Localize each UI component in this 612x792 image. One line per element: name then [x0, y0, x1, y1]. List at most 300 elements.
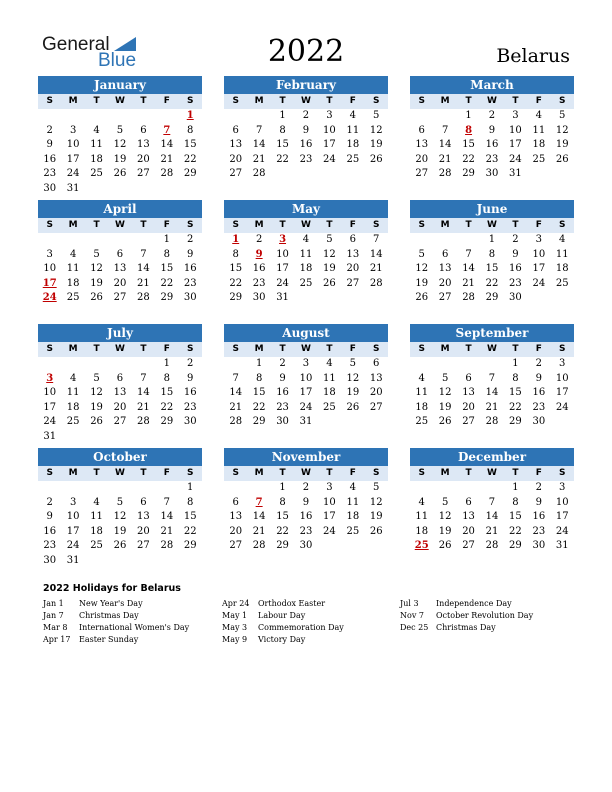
holiday-day-cell: 9 — [255, 248, 263, 260]
holiday-item — [43, 634, 189, 646]
day-cell: 7 — [488, 372, 496, 384]
day-cell: 16 — [509, 263, 522, 275]
day-cell: 24 — [276, 277, 289, 289]
weekday-label: F — [163, 468, 170, 478]
day-cell: 27 — [137, 540, 150, 552]
day-cell: 31 — [555, 540, 569, 552]
holidays-title: 2022 Holidays for Belarus — [43, 583, 181, 594]
day-cell: 22 — [183, 153, 197, 165]
day-cell: 11 — [323, 372, 336, 384]
week-row — [38, 182, 202, 197]
day-cell: 24 — [555, 525, 569, 537]
day-cell: 2 — [535, 482, 542, 493]
day-cell: 2 — [512, 234, 519, 245]
week-row — [38, 372, 202, 387]
day-cell — [341, 539, 364, 554]
week-row — [38, 291, 202, 306]
day-cell: 19 — [90, 277, 103, 289]
day-cell: 15 — [509, 511, 522, 523]
week-row — [224, 525, 388, 540]
day-cell: 11 — [90, 139, 103, 151]
day-cell: 18 — [346, 139, 360, 151]
day-cell: 15 — [183, 511, 197, 523]
day-cell: 11 — [346, 124, 360, 136]
weekday-label: W — [115, 96, 125, 106]
holiday-item — [43, 598, 189, 610]
month-february — [224, 76, 388, 182]
weekday-label: M — [440, 220, 450, 230]
weekday-label: T — [512, 96, 519, 106]
day-cell: 23 — [183, 401, 197, 413]
day-cell: 28 — [462, 292, 475, 304]
day-cell: 22 — [252, 401, 266, 413]
day-cell: 11 — [415, 387, 429, 399]
weekday-label: T — [326, 344, 333, 354]
weekday-label: W — [487, 96, 497, 106]
day-cell: 21 — [252, 153, 266, 165]
day-cell: 13 — [229, 139, 243, 151]
weekday-label: T — [512, 220, 519, 230]
day-cell: 11 — [66, 263, 80, 275]
day-cell: 4 — [535, 110, 542, 121]
week-row — [38, 262, 202, 277]
day-cell: 12 — [438, 387, 452, 399]
day-cell: 31 — [509, 168, 522, 180]
day-cell: 23 — [532, 525, 546, 537]
day-cell: 8 — [163, 248, 170, 260]
day-cell: 10 — [43, 263, 57, 275]
day-cell: 17 — [532, 263, 546, 275]
day-cell: 30 — [183, 292, 197, 304]
weekday-header — [410, 466, 574, 481]
day-cell — [85, 357, 108, 372]
day-cell: 20 — [229, 525, 243, 537]
week-row — [410, 496, 574, 511]
day-cell: 1 — [488, 234, 496, 245]
weekday-label: T — [93, 344, 100, 354]
weekday-label: S — [418, 96, 425, 106]
day-cell: 11 — [415, 511, 429, 523]
day-cell: 17 — [555, 387, 569, 399]
day-cell: 19 — [113, 153, 127, 165]
day-cell: 1 — [255, 358, 263, 369]
day-cell: 9 — [535, 372, 542, 384]
day-cell: 9 — [187, 372, 194, 384]
day-cell — [365, 167, 388, 182]
day-cell: 25 — [346, 525, 360, 537]
day-cell: 10 — [43, 387, 57, 399]
day-cell: 28 — [160, 168, 174, 180]
day-cell: 12 — [415, 263, 429, 275]
day-cell: 22 — [276, 153, 289, 165]
day-cell — [365, 415, 388, 430]
day-cell — [85, 430, 108, 445]
day-cell — [318, 415, 341, 430]
week-row — [410, 262, 574, 277]
holiday-day-cell: 7 — [255, 496, 263, 508]
holiday-name: New Year's Day — [79, 599, 143, 608]
day-cell — [247, 109, 270, 124]
day-cell: 2 — [187, 358, 194, 369]
day-cell: 6 — [116, 248, 124, 260]
day-cell: 4 — [349, 110, 356, 121]
month-title: June — [410, 200, 574, 218]
week-row — [224, 291, 388, 306]
day-cell: 12 — [369, 496, 383, 508]
day-cell: 15 — [183, 139, 197, 151]
day-cell: 6 — [140, 496, 147, 508]
day-cell: 25 — [66, 416, 80, 428]
day-cell: 26 — [438, 416, 452, 428]
day-cell: 21 — [438, 153, 452, 165]
day-cell: 12 — [438, 511, 452, 523]
weekday-label: T — [465, 344, 472, 354]
weekday-label: W — [301, 468, 311, 478]
day-cell — [179, 430, 202, 445]
weekday-label: S — [559, 344, 566, 354]
day-cell: 28 — [137, 416, 150, 428]
day-cell: 22 — [160, 277, 174, 289]
week-row — [410, 481, 574, 496]
day-cell: 1 — [465, 110, 472, 121]
day-cell: 17 — [323, 511, 336, 523]
day-cell: 19 — [369, 511, 383, 523]
month-title: February — [224, 76, 388, 94]
day-cell: 14 — [160, 511, 174, 523]
day-cell — [132, 481, 155, 496]
week-row — [224, 510, 388, 525]
week-row — [38, 248, 202, 263]
day-cell: 3 — [559, 358, 566, 369]
day-cell: 28 — [137, 292, 150, 304]
day-cell: 13 — [137, 511, 150, 523]
weekday-label: M — [68, 468, 78, 478]
day-cell: 19 — [369, 139, 383, 151]
day-cell — [61, 357, 84, 372]
day-cell: 16 — [299, 139, 313, 151]
day-cell: 12 — [323, 248, 336, 260]
month-september — [410, 324, 574, 430]
day-cell: 1 — [512, 482, 519, 493]
day-cell: 3 — [326, 110, 333, 121]
week-row — [410, 415, 574, 430]
day-cell: 7 — [373, 234, 380, 245]
month-title: May — [224, 200, 388, 218]
weekday-label: F — [349, 344, 356, 354]
day-cell: 23 — [485, 153, 499, 165]
day-cell: 4 — [418, 372, 425, 384]
week-row — [410, 167, 574, 182]
day-cell: 26 — [438, 540, 452, 552]
day-cell: 18 — [323, 387, 336, 399]
day-cell: 7 — [441, 124, 449, 136]
day-cell: 20 — [137, 525, 150, 537]
weekday-label: S — [559, 220, 566, 230]
day-cell — [132, 233, 155, 248]
day-cell: 3 — [69, 124, 77, 136]
day-cell: 9 — [488, 124, 496, 136]
weekday-label: F — [163, 220, 170, 230]
day-cell — [132, 554, 155, 569]
weekday-label: T — [279, 468, 286, 478]
day-cell: 19 — [415, 277, 429, 289]
day-cell — [85, 554, 108, 569]
logo — [42, 34, 142, 70]
day-cell: 23 — [43, 168, 57, 180]
day-cell: 24 — [299, 401, 313, 413]
day-cell: 25 — [66, 292, 80, 304]
day-cell — [155, 554, 178, 569]
day-cell: 13 — [113, 387, 127, 399]
day-cell: 6 — [232, 496, 239, 508]
day-cell: 13 — [137, 139, 150, 151]
weekday-label: S — [559, 468, 566, 478]
week-row — [38, 233, 202, 248]
week-row — [38, 510, 202, 525]
week-row — [410, 291, 574, 306]
day-cell: 25 — [323, 401, 336, 413]
week-row — [38, 124, 202, 139]
week-row — [410, 401, 574, 416]
day-cell — [108, 233, 131, 248]
day-cell: 21 — [462, 277, 475, 289]
day-cell: 11 — [299, 248, 313, 260]
weekday-label: T — [140, 220, 147, 230]
day-cell: 16 — [183, 387, 197, 399]
week-row — [224, 167, 388, 182]
logo-word-blue: Blue — [98, 50, 137, 71]
day-cell: 6 — [116, 372, 124, 384]
weekday-label: T — [326, 468, 333, 478]
day-cell: 28 — [485, 416, 499, 428]
day-cell — [410, 109, 433, 124]
day-cell: 14 — [137, 263, 150, 275]
weekday-label: W — [115, 344, 125, 354]
day-cell: 28 — [160, 540, 174, 552]
day-cell: 26 — [90, 292, 103, 304]
day-cell: 5 — [116, 496, 124, 508]
day-cell: 30 — [276, 416, 289, 428]
weekday-label: T — [279, 96, 286, 106]
day-cell: 13 — [229, 511, 243, 523]
day-cell: 17 — [43, 401, 57, 413]
day-cell: 3 — [46, 248, 53, 260]
day-cell — [85, 481, 108, 496]
day-cell: 27 — [462, 540, 475, 552]
day-cell: 15 — [276, 511, 289, 523]
day-cell: 10 — [276, 248, 289, 260]
day-cell: 9 — [302, 124, 310, 136]
day-cell: 21 — [229, 401, 243, 413]
day-cell — [38, 233, 61, 248]
day-cell: 16 — [43, 153, 57, 165]
calendar-year: 2022 — [267, 34, 345, 69]
day-cell: 7 — [255, 124, 263, 136]
weekday-header — [38, 342, 202, 357]
weekday-label: S — [373, 344, 380, 354]
day-cell: 8 — [187, 124, 194, 136]
day-cell: 5 — [373, 482, 380, 493]
month-title: October — [38, 448, 202, 466]
month-title: December — [410, 448, 574, 466]
day-cell: 27 — [438, 292, 452, 304]
day-cell: 2 — [46, 124, 53, 136]
holiday-day-cell: 17 — [42, 277, 57, 289]
holiday-item — [222, 598, 344, 610]
day-cell: 29 — [229, 292, 243, 304]
week-row — [224, 153, 388, 168]
day-cell: 15 — [160, 263, 174, 275]
day-cell: 3 — [302, 358, 310, 369]
holiday-date: May 1 — [222, 611, 248, 620]
day-cell: 24 — [555, 401, 569, 413]
day-cell: 17 — [509, 139, 522, 151]
day-cell: 5 — [349, 358, 356, 369]
weekday-label: T — [465, 96, 472, 106]
day-cell — [38, 481, 61, 496]
day-cell: 7 — [163, 496, 170, 508]
day-cell: 19 — [438, 525, 452, 537]
day-cell: 14 — [137, 387, 150, 399]
week-row — [224, 109, 388, 124]
weekday-label: W — [301, 344, 311, 354]
day-cell: 22 — [229, 277, 243, 289]
day-cell: 7 — [488, 496, 496, 508]
day-cell: 22 — [509, 525, 522, 537]
day-cell: 20 — [113, 277, 127, 289]
holidays-column — [222, 598, 344, 646]
week-row — [38, 415, 202, 430]
day-cell: 20 — [462, 401, 475, 413]
day-cell: 6 — [349, 234, 356, 245]
day-cell: 21 — [137, 277, 150, 289]
day-cell: 10 — [323, 124, 336, 136]
month-october — [38, 448, 202, 569]
day-cell: 20 — [137, 153, 150, 165]
weekday-label: S — [46, 344, 53, 354]
holiday-item — [222, 610, 344, 622]
holiday-name: Commemoration Day — [258, 623, 344, 632]
day-cell: 23 — [276, 401, 289, 413]
holiday-date: Apr 24 — [222, 599, 250, 608]
week-row — [38, 153, 202, 168]
day-cell: 31 — [43, 430, 57, 442]
day-cell: 11 — [555, 248, 569, 260]
day-cell: 14 — [485, 511, 499, 523]
week-row — [410, 248, 574, 263]
day-cell — [433, 109, 456, 124]
month-title: November — [224, 448, 388, 466]
day-cell: 5 — [326, 234, 333, 245]
day-cell: 21 — [160, 153, 174, 165]
day-cell — [108, 554, 131, 569]
day-cell: 12 — [113, 139, 127, 151]
day-cell: 21 — [160, 525, 174, 537]
day-cell: 23 — [183, 277, 197, 289]
holiday-date: May 9 — [222, 635, 248, 644]
day-cell: 30 — [183, 416, 197, 428]
day-cell: 9 — [302, 496, 310, 508]
day-cell — [551, 167, 574, 182]
weekday-label: W — [487, 220, 497, 230]
weekday-label: M — [440, 344, 450, 354]
weekday-label: M — [68, 220, 78, 230]
holiday-day-cell: 24 — [42, 292, 57, 304]
weekday-label: S — [232, 96, 239, 106]
day-cell: 10 — [532, 248, 546, 260]
weekday-label: F — [349, 96, 356, 106]
day-cell — [38, 357, 61, 372]
day-cell: 22 — [276, 525, 289, 537]
week-row — [410, 539, 574, 554]
day-cell: 27 — [229, 168, 243, 180]
weekday-label: T — [326, 220, 333, 230]
weekday-label: T — [465, 468, 472, 478]
weekday-label: F — [163, 344, 170, 354]
day-cell: 4 — [69, 248, 77, 260]
day-cell: 23 — [299, 153, 313, 165]
day-cell — [433, 233, 456, 248]
day-cell: 21 — [252, 525, 266, 537]
day-cell: 7 — [140, 372, 147, 384]
weekday-label: T — [465, 220, 472, 230]
day-cell: 10 — [509, 124, 522, 136]
day-cell — [247, 481, 270, 496]
day-cell: 20 — [415, 153, 429, 165]
day-cell: 15 — [276, 139, 289, 151]
day-cell: 27 — [369, 401, 383, 413]
week-row — [410, 357, 574, 372]
day-cell — [433, 357, 456, 372]
day-cell — [341, 415, 364, 430]
day-cell: 20 — [229, 153, 243, 165]
day-cell: 14 — [438, 139, 452, 151]
day-cell: 4 — [69, 372, 77, 384]
weekday-header — [224, 94, 388, 109]
weekday-label: S — [46, 468, 53, 478]
weekday-label: S — [232, 468, 239, 478]
day-cell: 6 — [418, 124, 425, 136]
day-cell: 1 — [163, 358, 170, 369]
week-row — [224, 248, 388, 263]
day-cell — [132, 357, 155, 372]
weekday-header — [38, 466, 202, 481]
day-cell — [132, 182, 155, 197]
day-cell: 30 — [485, 168, 499, 180]
logo-word-general: General — [42, 34, 110, 55]
week-row — [224, 233, 388, 248]
day-cell — [85, 109, 108, 124]
week-row — [38, 401, 202, 416]
day-cell: 18 — [66, 401, 80, 413]
day-cell: 24 — [323, 153, 336, 165]
day-cell: 30 — [299, 540, 313, 552]
month-title: January — [38, 76, 202, 94]
day-cell: 19 — [323, 263, 336, 275]
week-row — [224, 124, 388, 139]
day-cell: 24 — [66, 168, 80, 180]
day-cell: 20 — [346, 263, 360, 275]
holiday-item — [400, 622, 533, 634]
day-cell: 30 — [43, 182, 57, 194]
day-cell — [410, 481, 433, 496]
weekday-label: T — [279, 220, 286, 230]
day-cell — [480, 481, 503, 496]
day-cell: 25 — [90, 540, 103, 552]
day-cell: 18 — [90, 525, 103, 537]
day-cell — [551, 415, 574, 430]
holiday-name: Labour Day — [258, 611, 306, 620]
